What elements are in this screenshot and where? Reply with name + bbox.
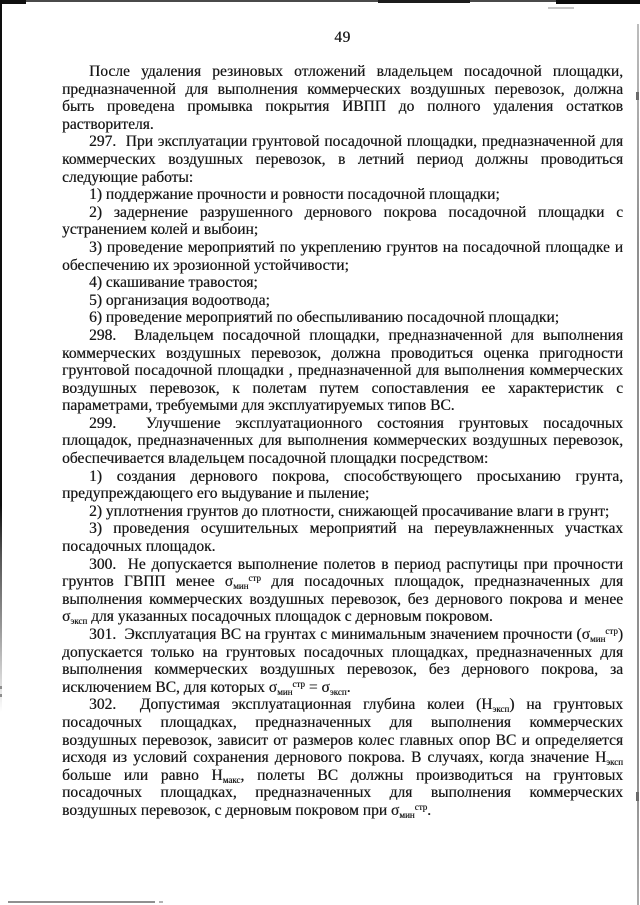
superscript: стр xyxy=(605,626,618,636)
paragraph: 6) проведение мероприятий по обеспыливанию посадочной площадки; xyxy=(89,309,560,327)
scan-artifact-right-tick xyxy=(636,792,639,801)
scan-artifact-left-dot xyxy=(0,694,2,697)
paragraph: 2) задернение разрушенного дернового покрова посадочной площадки с устранением колей и выбоин; xyxy=(62,203,623,239)
scan-artifact-top-dash xyxy=(548,7,574,9)
paragraph: 4) скашивание травостоя; xyxy=(89,274,258,292)
subscript: эксп xyxy=(329,686,347,697)
superscript: стр xyxy=(414,801,428,812)
subscript: мин xyxy=(589,634,606,644)
scan-artifact-right-tick xyxy=(636,92,639,100)
scan-artifact-left-border xyxy=(0,0,2,712)
subscript: мин xyxy=(277,686,293,697)
page-number: 49 xyxy=(334,29,351,46)
scan-artifact-top-border xyxy=(0,0,640,2)
paragraph: 3) проведение мероприятий по укреплению грунтов на посадочной площадке и обеспечению их эрозионной устойчивости; xyxy=(62,238,623,274)
paragraph: 1) поддержание прочности и ровности посадочной площадки; xyxy=(89,186,500,204)
subscript: макс xyxy=(222,774,241,785)
paragraph: После удаления резиновых отложений владельцем посадочной площадки, предназначенной для выполнения коммерческих воздушных перевозок, должна быть проведена промывка покрытия ИВПП до полного удаления остатков растворителя. xyxy=(62,63,623,133)
paragraph: 298. Владельцем посадочной площадки, предназначенной для выполнения коммерческих воздушных перевозок, должна проводиться оценка пригодности грунтовой посадочной площадки , предназначенной для выполнения коммерческих воздушных перевозок, к полетам путем сопоставления ее характеристик с параметрами, требуемыми для эксплуатируемых типов ВС. xyxy=(62,326,623,415)
scan-artifact-top-border-segment xyxy=(378,0,470,3)
scan-artifact-right-border xyxy=(637,24,639,905)
paragraph: 1) создания дернового покрова, способствующего просыханию грунта, предупреждающего его выдувание и пыление; xyxy=(62,467,623,503)
subscript: эксп xyxy=(606,757,623,768)
scan-artifact-bottom-rule xyxy=(8,901,155,903)
subscript: эксп xyxy=(492,704,510,715)
scan-artifact-top-left-corner xyxy=(0,0,26,4)
scan-artifact-top-right-corner xyxy=(556,0,640,4)
paragraph: 3) проведения осушительных мероприятий на переувлажненных участках посадочных площадок. xyxy=(62,520,623,556)
paragraph: 297. При эксплуатации грунтовой посадочной площадки, предназначенной для коммерческих воздушных перевозок, в летний период должны проводиться следующие работы: xyxy=(62,133,623,186)
subscript: эксп xyxy=(70,616,88,627)
document-body xyxy=(62,63,623,820)
superscript: стр xyxy=(248,573,261,584)
paragraph: 302. Допустимая эксплуатационная глубина колеи $(Н_{эксп})$ на грунтовых посадочных площадках, предназначенных для выполнения коммерческих воздушных перевозок, зависит от размеров колес главных опор ВС и определяется исходя из условий сохранения дернового покрова. В случаях, когда значение $Н_{эксп}$ больше или равно $Н_{макс}$, полеты ВС должны производиться на грунтовых посадочных площадках, предназначенных для выполнения коммерческих воздушных перевозок, с дерновым покровом при $\sigma_{мин}^{стр}$. xyxy=(62,696,623,820)
subscript: мин xyxy=(233,581,249,592)
scan-artifact-bottom-dot xyxy=(159,901,163,903)
paragraph: 300. Не допускается выполнение полетов в период распутицы при прочности грунтов ГВПП менее $\sigma_{мин}^{стр}$ для посадочных площадок, предназначенных для выполнения коммерческих воздушных перевозок, без дернового покрова и менее $\sigma_{эксп}$ для указанных посадочных площадок с дерновым покровом. xyxy=(62,555,623,627)
paragraph: 5) организация водоотвода; xyxy=(89,291,270,309)
superscript: стр xyxy=(292,678,305,689)
scan-artifact-left-dot xyxy=(0,686,2,689)
subscript: мин xyxy=(399,809,415,820)
paragraph: 2) уплотнения грунтов до плотности, снижающей просачивание влаги в грунт; xyxy=(89,502,610,520)
page-content xyxy=(62,29,623,820)
paragraph: 299. Улучшение эксплуатационного состояния грунтовых посадочных площадок, предназначенных для выполнения коммерческих воздушных перевозок, обеспечивается владельцем посадочной площадки посредством: xyxy=(62,414,623,468)
paragraph: 301. Эксплуатация ВС на грунтах с минимальным значением прочности $(\sigma_{мин}^{стр})$ допускается только на грунтовых посадочных площадках, предназначенных для выполнения коммерческих воздушных перевозок, без дернового покрова, за исключением ВС, для которых $\sigma_{мин}^{стр} = \sigma_{эксп}$. xyxy=(62,626,623,697)
